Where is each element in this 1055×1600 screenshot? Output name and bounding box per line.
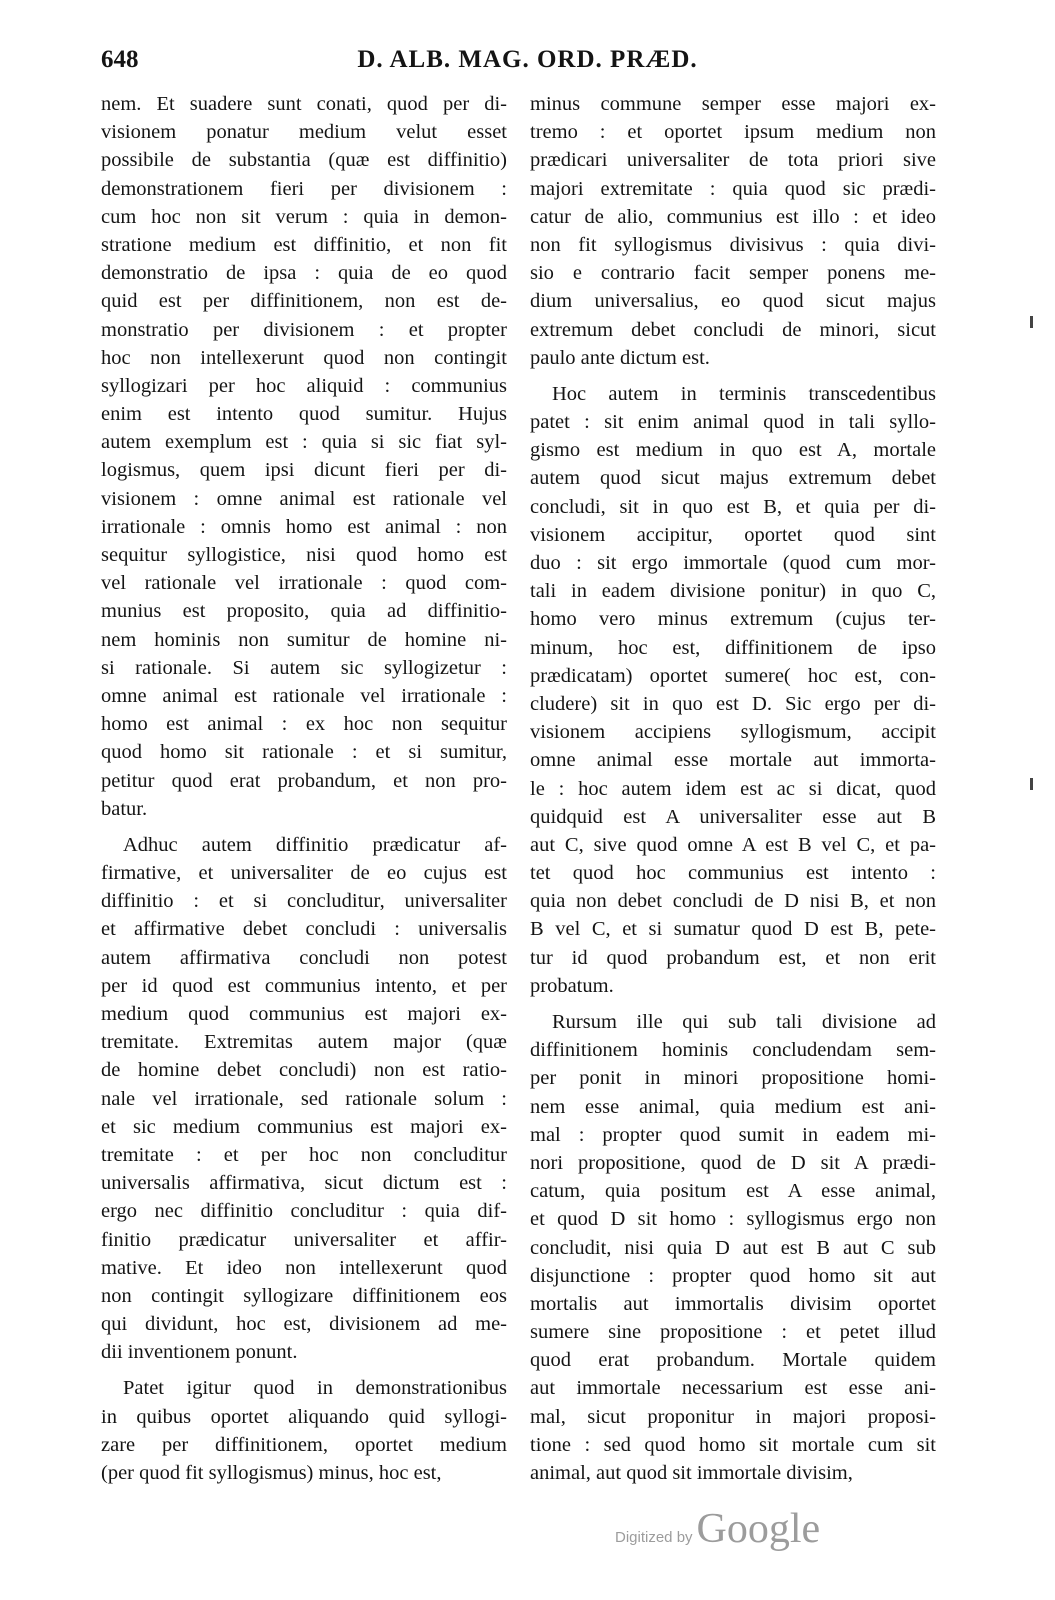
text-line: et sic medium communius est majori ex- [101, 1115, 507, 1138]
page-number: 648 [101, 46, 139, 73]
text-line: de homine debet concludi) non est ratio- [101, 1059, 507, 1082]
text-line: sequitur syllogistice, nisi quod homo est [101, 544, 507, 566]
text-line: tur id quod probandum est, et non erit [530, 946, 936, 969]
text-line: tremitate : et per hoc non concluditur [101, 1143, 507, 1166]
text-line: majori extremitate : quia quod sic prædi- [530, 177, 936, 200]
text-line: nem esse animal, quia medium est ani- [530, 1095, 936, 1118]
text-line: extremum debet concludi de minori, sicut [530, 318, 936, 341]
text-line: logismus, quem ipsi dicunt fieri per di- [101, 459, 507, 482]
left-column-paragraph [101, 1374, 507, 1487]
text-line: firmative, et universaliter de eo cujus est [101, 862, 507, 885]
text-line: dium universalius, eo quod sicut majus [530, 290, 936, 313]
text-line: petitur quod erat probandum, et non pro- [101, 769, 507, 792]
text-line: et affirmative debet concludi : universalis [101, 918, 507, 941]
text-line: demonstratio de ipsa : quia de eo quod [101, 262, 507, 285]
text-line: Patet igitur quod in demonstrationibus [123, 1377, 507, 1400]
text-line: monstratio per divisionem : et propter [101, 318, 507, 341]
digitized-by-footer [615, 1505, 820, 1553]
text-line: catur de alio, communius est illo : et ideo [530, 205, 936, 228]
paragraph-gap [530, 372, 936, 380]
text-line: nori propositione, quod de D sit A prædi- [530, 1151, 936, 1174]
text-line: nem. Et suadere sunt conati, quod per di- [101, 93, 507, 115]
text-line: nem hominis non sumitur de homine ni- [101, 628, 507, 651]
text-line: vel rationale vel irrationale : quod com- [101, 572, 507, 595]
text-line: Adhuc autem diffinitio prædicatur af- [123, 833, 507, 856]
text-line: disjunctione : propter quod homo sit aut [530, 1264, 936, 1287]
text-line: aut immortale necessarium est esse ani- [530, 1377, 936, 1400]
text-line: paulo ante dictum est. [530, 346, 710, 369]
text-line: demonstrationem fieri per divisionem : [101, 177, 507, 200]
text-line: Hoc autem in terminis transcedentibus [552, 382, 936, 405]
left-column-paragraph [101, 90, 507, 823]
text-line: per id quod est communius intento, et per [101, 974, 507, 997]
text-line: duo : sit ergo immortale (quod cum mor- [530, 552, 936, 574]
text-line: tremo : et oportet ipsum medium non [530, 121, 936, 144]
text-line: omne animal est rationale vel irrationale : [101, 684, 507, 707]
text-line: qui dividunt, hoc est, divisionem ad me- [101, 1313, 507, 1336]
text-line: concludi, sit in quo est B, et quia per di- [530, 495, 936, 518]
text-line: si rationale. Si autem sic syllogizetur : [101, 656, 507, 679]
text-line: mortalis aut immortalis divisim oportet [530, 1292, 936, 1315]
text-line: animal, aut quod sit immortale divisim, [530, 1462, 853, 1484]
text-line: tet quod hoc communius est intento : [530, 862, 936, 885]
text-line: cludere) sit in quo est D. Sic ergo per di- [530, 692, 936, 715]
text-line: autem affirmativa concludi non potest [101, 946, 507, 969]
text-line: diffinitionem hominis concludendam sem- [530, 1039, 936, 1062]
text-line: dii inventionem ponunt. [101, 1341, 298, 1364]
text-line: hoc non intellexerunt quod non contingit [101, 346, 507, 369]
text-line: munius est proposito, quia ad diffinitio- [101, 600, 507, 623]
text-line: tione : sed quod homo sit mortale cum sit [530, 1433, 936, 1456]
text-line: visionem accipiens syllogismum, accipit [530, 721, 936, 744]
text-line: et quod D sit homo : syllogismus ergo non [530, 1208, 936, 1231]
text-line: quod homo sit rationale : et si sumitur, [101, 741, 507, 764]
text-line: B vel C, et si sumatur quod D est B, pete- [530, 918, 936, 941]
text-line: mal, sicut proponitur in majori proposi- [530, 1405, 936, 1428]
left-column-paragraph [101, 831, 507, 1367]
text-line: probatum. [530, 974, 614, 997]
text-line: nale vel irrationale, sed rationale solum : [101, 1087, 507, 1110]
text-line: quia non debet concludi de D nisi B, et non [530, 890, 936, 913]
text-line: mative. Et ideo non intellexerunt quod [101, 1256, 507, 1279]
paragraph-gap [101, 823, 507, 831]
text-line: cum hoc non sit verum : quia in demon- [101, 205, 507, 228]
text-line: stratione medium est diffinitio, et non fit [101, 233, 507, 256]
right-column-paragraph [530, 1008, 936, 1487]
right-column-paragraph [530, 380, 936, 1000]
text-line: enim est intento quod sumitur. Hujus [101, 403, 507, 426]
text-line: prædicari universaliter de tota priori sive [530, 149, 936, 172]
margin-mark [1030, 778, 1033, 790]
text-line: concludit, nisi quia D aut est B aut C sub [530, 1236, 936, 1259]
text-line: prædicatam) oportet sumere( hoc est, con- [530, 664, 936, 687]
text-line: Rursum ille qui sub tali divisione ad [552, 1011, 936, 1033]
text-line: visionem ponatur medium velut esset [101, 121, 507, 144]
text-line: autem quod sicut majus extremum debet [530, 467, 936, 490]
text-line: quid est per diffinitionem, non est de- [101, 290, 507, 313]
text-line: tremitate. Extremitas autem major (quæ [101, 1031, 507, 1054]
text-line: per ponit in minori propositione homi- [530, 1067, 936, 1090]
google-logo: Google [696, 1506, 821, 1552]
text-line: quidquid est A universaliter esse aut B [530, 805, 936, 828]
text-line: visionem accipitur, oportet quod sint [530, 523, 936, 546]
text-line: syllogizari per hoc aliquid : communius [101, 374, 507, 397]
text-line: visionem : omne animal est rationale vel [101, 487, 507, 510]
text-line: non fit syllogismus divisivus : quia divi- [530, 233, 936, 256]
text-line: mal : propter quod sumit in eadem mi- [530, 1123, 936, 1146]
margin-mark [1030, 316, 1033, 328]
text-line: catum, quia positum est A esse animal, [530, 1180, 936, 1203]
text-line: irrationale : omnis homo est animal : non [101, 515, 507, 538]
text-line: in quibus oportet aliquando quid syllogi- [101, 1405, 507, 1428]
text-line: omne animal esse mortale aut immorta- [530, 749, 936, 772]
text-line: minum, hoc est, diffinitionem de ipso [530, 636, 936, 659]
paragraph-gap [101, 1366, 507, 1374]
text-line: homo vero minus extremum (cujus ter- [530, 608, 936, 631]
left-column [101, 90, 507, 1487]
right-column [530, 90, 936, 1487]
text-line: minus commune semper esse majori ex- [530, 93, 936, 115]
running-title: D. ALB. MAG. ORD. PRÆD. [357, 46, 698, 73]
text-line: patet : sit enim animal quod in tali syllo- [530, 411, 936, 434]
text-line: homo est animal : ex hoc non sequitur [101, 713, 507, 736]
text-line: gismo est medium in quo est A, mortale [530, 439, 936, 462]
text-line: tali in eadem divisione ponitur) in quo C, [530, 580, 936, 603]
text-line: autem exemplum est : quia si sic fiat syl- [101, 431, 507, 454]
text-line: sio e contrario facit semper ponens me- [530, 262, 936, 285]
digitized-label: Digitized by [615, 1529, 693, 1546]
text-line: ergo nec diffinitio concluditur : quia dif- [101, 1200, 507, 1223]
text-line: aut C, sive quod omne A est B vel C, et pa- [530, 833, 936, 856]
text-line: non contingit syllogizare diffinitionem eos [101, 1284, 507, 1307]
text-line: quod erat probandum. Mortale quidem [530, 1349, 936, 1372]
text-line: le : hoc autem idem est ac si dicat, quod [530, 777, 936, 800]
text-line: (per quod fit syllogismus) minus, hoc est, [101, 1462, 442, 1484]
paragraph-gap [530, 1000, 936, 1008]
text-line: possibile de substantia (quæ est diffinitio) [101, 149, 507, 172]
text-line: zare per diffinitionem, oportet medium [101, 1433, 507, 1456]
text-line: diffinitio : et si concluditur, universaliter [101, 890, 507, 913]
text-line: medium quod communius est majori ex- [101, 1003, 507, 1025]
page-header [0, 46, 1055, 82]
text-line: sumere sine propositione : et petet illud [530, 1321, 936, 1344]
text-line: universalis affirmativa, sicut dictum est : [101, 1172, 507, 1195]
text-line: batur. [101, 797, 148, 820]
right-column-paragraph [530, 90, 936, 372]
text-line: finitio prædicatur universaliter et affir- [101, 1228, 507, 1251]
